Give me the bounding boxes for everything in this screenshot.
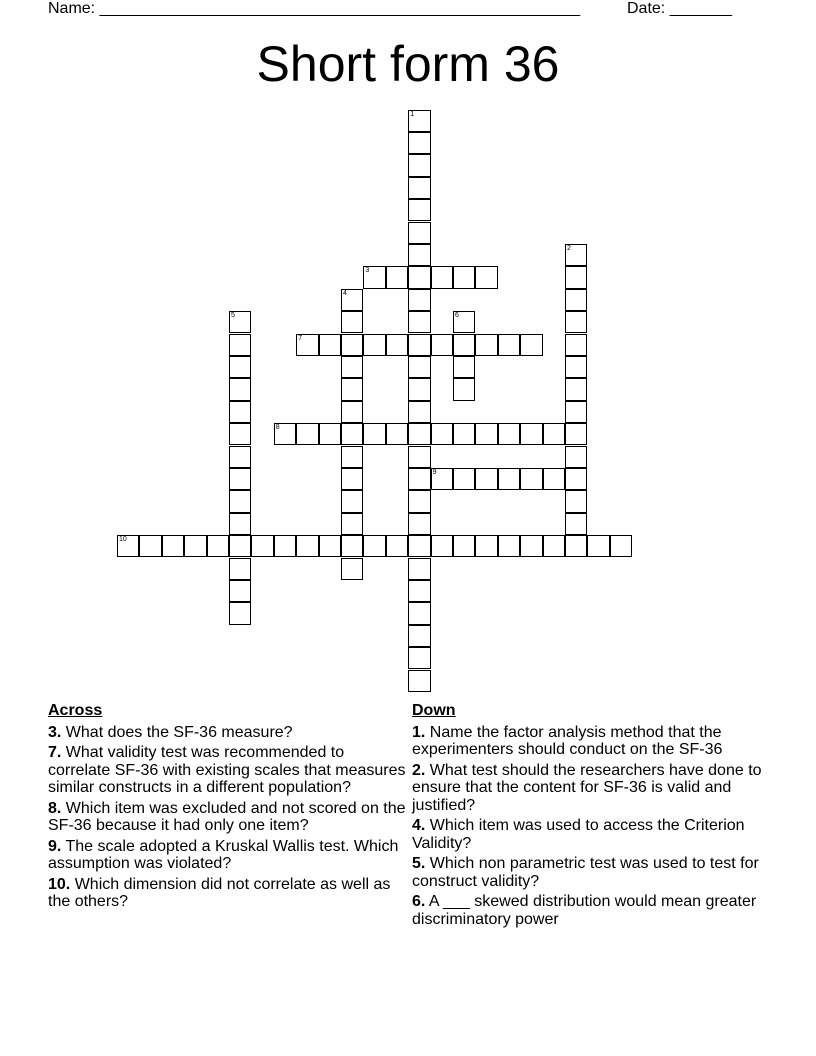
crossword-cell[interactable] — [341, 513, 363, 535]
crossword-cell[interactable] — [565, 401, 587, 423]
clue-text: What does the SF-36 measure? — [61, 723, 293, 741]
crossword-cell[interactable] — [565, 535, 587, 557]
crossword-cell[interactable] — [341, 468, 363, 490]
clue-number: 5. — [412, 855, 426, 872]
crossword-cell[interactable] — [543, 535, 565, 557]
crossword-cell[interactable] — [408, 132, 430, 154]
crossword-cell[interactable] — [498, 468, 520, 490]
clue-number-label: 4 — [343, 289, 347, 297]
crossword-cell[interactable] — [341, 490, 363, 512]
clue-text: A ___ skewed distribution would mean greater discriminatory power — [412, 893, 757, 928]
clue-across-3 — [48, 724, 408, 742]
crossword-cell[interactable] — [162, 535, 184, 557]
crossword-cell[interactable] — [431, 535, 453, 557]
crossword-cell[interactable] — [229, 580, 251, 602]
clue-number: 7. — [48, 744, 62, 761]
crossword-cell[interactable] — [229, 490, 251, 512]
crossword-cell[interactable] — [363, 334, 385, 356]
crossword-cell[interactable] — [408, 222, 430, 244]
crossword-cell[interactable] — [408, 177, 430, 199]
crossword-cell[interactable] — [408, 401, 430, 423]
clue-number: 9. — [48, 837, 62, 855]
crossword-cell[interactable] — [475, 266, 497, 288]
crossword-cell[interactable] — [565, 490, 587, 512]
crossword-cell[interactable] — [520, 423, 542, 445]
crossword-cell[interactable] — [408, 154, 430, 176]
crossword-cell[interactable] — [319, 535, 341, 557]
crossword-cell[interactable] — [408, 110, 430, 132]
across-clues — [48, 702, 408, 914]
crossword-cell[interactable] — [341, 311, 363, 333]
crossword-cell[interactable] — [565, 468, 587, 490]
crossword-cell[interactable] — [341, 401, 363, 423]
clue-number-label: 3 — [365, 267, 370, 275]
crossword-cell[interactable] — [565, 311, 587, 333]
crossword-cell[interactable] — [408, 670, 430, 692]
crossword-cell[interactable] — [565, 356, 587, 378]
crossword-cell[interactable] — [475, 423, 497, 445]
clue-number-label: 1 — [410, 110, 415, 118]
crossword-cell[interactable] — [408, 625, 430, 647]
crossword-cell[interactable] — [565, 378, 587, 400]
clue-text: Name the factor analysis method that the experimenters should conduct on the SF-36 — [412, 723, 723, 758]
crossword-cell[interactable] — [408, 423, 430, 445]
crossword-cell[interactable] — [520, 334, 542, 356]
clue-text: Which item was used to access the Criterion Validity? — [412, 817, 745, 852]
down-clues — [412, 702, 772, 931]
crossword-cell[interactable] — [386, 423, 408, 445]
clue-number-label: 2 — [567, 244, 571, 252]
crossword-cell[interactable] — [229, 311, 251, 333]
clue-number-label: 10 — [119, 536, 127, 544]
name-field-label[interactable]: Name: ______________________________________________________ — [48, 0, 581, 17]
crossword-cell[interactable] — [274, 535, 296, 557]
clue-number: 4. — [412, 817, 426, 834]
crossword-cell[interactable] — [229, 401, 251, 423]
clue-text: What test should the researchers have done to ensure that the content for SF-36 is valid and justified? — [412, 761, 762, 814]
clue-number: 2. — [412, 761, 426, 779]
crossword-cell[interactable] — [229, 356, 251, 378]
crossword-cell[interactable] — [229, 446, 251, 468]
crossword-cell[interactable] — [408, 602, 430, 624]
crossword-cell[interactable] — [408, 356, 430, 378]
crossword-cell[interactable] — [543, 468, 565, 490]
crossword-cell[interactable] — [229, 602, 251, 624]
crossword-cell[interactable] — [498, 535, 520, 557]
crossword-cell[interactable] — [296, 535, 318, 557]
crossword-cell[interactable] — [453, 311, 475, 333]
crossword-cell[interactable] — [408, 446, 430, 468]
crossword-cell[interactable] — [498, 423, 520, 445]
crossword-cell[interactable] — [408, 378, 430, 400]
crossword-cell[interactable] — [386, 535, 408, 557]
crossword-cell[interactable] — [475, 535, 497, 557]
crossword-cell[interactable] — [408, 580, 430, 602]
crossword-cell[interactable] — [363, 423, 385, 445]
crossword-cell[interactable] — [408, 468, 430, 490]
clue-across-8 — [48, 800, 408, 835]
crossword-cell[interactable] — [341, 378, 363, 400]
crossword-cell[interactable] — [408, 647, 430, 669]
crossword-cell[interactable] — [565, 244, 587, 266]
clue-number: 1. — [412, 723, 426, 741]
clue-number-label: 8 — [275, 424, 280, 432]
crossword-cell[interactable] — [341, 356, 363, 378]
crossword-cell[interactable] — [386, 334, 408, 356]
crossword-cell[interactable] — [341, 535, 363, 557]
crossword-cell[interactable] — [431, 468, 453, 490]
crossword-cell[interactable] — [408, 334, 430, 356]
crossword-cell[interactable] — [229, 334, 251, 356]
clue-number: 8. — [48, 799, 62, 817]
crossword-cell[interactable] — [341, 423, 363, 445]
clue-across-10 — [48, 876, 408, 911]
crossword-cell[interactable] — [408, 311, 430, 333]
crossword-cell[interactable] — [229, 558, 251, 580]
crossword-cell[interactable] — [341, 558, 363, 580]
crossword-cell[interactable] — [229, 513, 251, 535]
crossword-cell[interactable] — [386, 266, 408, 288]
crossword-cell[interactable] — [296, 334, 318, 356]
clue-text: Which dimension did not correlate as well as the others? — [48, 875, 391, 910]
crossword-cell[interactable] — [587, 535, 609, 557]
clue-text: The scale adopted a Kruskal Wallis test. Which assumption was violated? — [48, 837, 399, 872]
crossword-cell[interactable] — [453, 468, 475, 490]
crossword-cell[interactable] — [363, 266, 385, 288]
crossword-cell[interactable] — [408, 490, 430, 512]
crossword-cell[interactable] — [408, 289, 430, 311]
clue-down-2 — [412, 762, 772, 815]
crossword-cell[interactable] — [139, 535, 161, 557]
crossword-cell[interactable] — [408, 244, 430, 266]
clue-number-label: 5 — [231, 312, 235, 320]
crossword-cell[interactable] — [453, 535, 475, 557]
crossword-cell[interactable] — [543, 423, 565, 445]
clue-down-4 — [412, 817, 772, 852]
crossword-cell[interactable] — [229, 378, 251, 400]
clue-across-9 — [48, 838, 408, 873]
crossword-cell[interactable] — [565, 423, 587, 445]
crossword-cell[interactable] — [520, 468, 542, 490]
crossword-cell[interactable] — [475, 468, 497, 490]
crossword-cell[interactable] — [341, 289, 363, 311]
crossword-cell[interactable] — [207, 535, 229, 557]
clue-number-label: 6 — [455, 312, 459, 320]
crossword-cell[interactable] — [408, 266, 430, 288]
clue-number: 6. — [412, 893, 426, 910]
crossword-cell[interactable] — [453, 334, 475, 356]
date-field-label[interactable]: Date: _______ — [627, 0, 732, 17]
crossword-cell[interactable] — [520, 535, 542, 557]
crossword-cell[interactable] — [431, 423, 453, 445]
clue-text: What validity test was recommended to correlate SF-36 with existing scales that measures similar constructs in a different population? — [48, 744, 406, 796]
clue-number: 3. — [48, 723, 62, 741]
crossword-cell[interactable] — [565, 446, 587, 468]
crossword-cell[interactable] — [296, 423, 318, 445]
clue-down-6 — [412, 893, 772, 928]
clue-down-1 — [412, 724, 772, 759]
crossword-cell[interactable] — [229, 423, 251, 445]
crossword-cell[interactable] — [341, 446, 363, 468]
crossword-cell[interactable] — [565, 289, 587, 311]
crossword-cell[interactable] — [117, 535, 139, 557]
clue-text: Which item was excluded and not scored on the SF-36 because it had only one item? — [48, 799, 406, 834]
clue-number-label: 7 — [298, 334, 303, 342]
crossword-cell[interactable] — [319, 423, 341, 445]
crossword-cell[interactable] — [341, 334, 363, 356]
crossword-cell[interactable] — [453, 423, 475, 445]
crossword-cell[interactable] — [184, 535, 206, 557]
crossword-cell[interactable] — [408, 535, 430, 557]
crossword-cell[interactable] — [498, 334, 520, 356]
crossword-cell[interactable] — [408, 199, 430, 221]
clue-number-label: 9 — [432, 468, 437, 476]
crossword-cell[interactable] — [274, 423, 296, 445]
crossword-cell[interactable] — [408, 558, 430, 580]
crossword-cell[interactable] — [408, 513, 430, 535]
crossword-cell[interactable] — [610, 535, 632, 557]
page-title: Short form 36 — [256, 36, 560, 92]
crossword-cell[interactable] — [251, 535, 273, 557]
clue-text: Which non parametric test was used to test for construct validity? — [412, 855, 759, 890]
crossword-cell[interactable] — [565, 266, 587, 288]
crossword-cell[interactable] — [475, 334, 497, 356]
down-heading: Down — [412, 702, 456, 719]
crossword-cell[interactable] — [565, 334, 587, 356]
crossword-cell[interactable] — [453, 378, 475, 400]
crossword-cell[interactable] — [431, 334, 453, 356]
crossword-cell[interactable] — [229, 468, 251, 490]
crossword-cell[interactable] — [565, 513, 587, 535]
crossword-cell[interactable] — [453, 356, 475, 378]
crossword-cell[interactable] — [453, 266, 475, 288]
clue-number: 10. — [48, 875, 71, 893]
across-heading: Across — [48, 702, 103, 719]
crossword-cell[interactable] — [229, 535, 251, 557]
clue-across-7 — [48, 744, 408, 797]
crossword-cell[interactable] — [319, 334, 341, 356]
crossword-cell[interactable] — [431, 266, 453, 288]
crossword-cell[interactable] — [363, 535, 385, 557]
clue-down-5 — [412, 855, 772, 890]
